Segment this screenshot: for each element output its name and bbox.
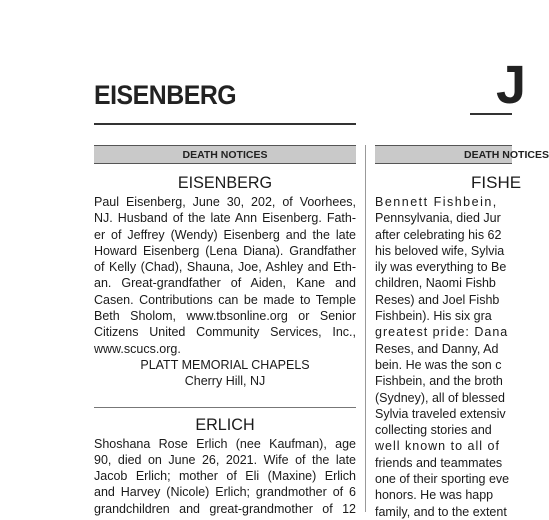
notice-line: Reses, and Danny, Ad	[375, 341, 499, 356]
notice-line: greatest pride: Dana	[375, 325, 509, 340]
notice-line: collecting stories and	[375, 423, 492, 438]
notice-line: ily was everything to Be	[375, 260, 507, 275]
notice-line: Jacob Erlich; mother of Eli (Maxine) Erlich	[94, 469, 356, 484]
notice-line: one of their sporting eve	[375, 472, 510, 487]
death-notices-bar-right: DEATH NOTICES	[375, 145, 512, 164]
heading-rule	[94, 123, 356, 125]
notice-line: of Kelly (Chad), Shauna, Joe, Ashley and Eth-	[94, 260, 356, 275]
notice-line: well known to all of	[375, 439, 500, 454]
notice-line: Paul Eisenberg, June 30, 202, of Voorhees,	[94, 195, 356, 209]
notice-line: Beth Sholom, www.tbsonline.org or Senior	[94, 309, 356, 324]
notice-body-fishbein	[375, 194, 525, 520]
notice-line: Shoshana Rose Erlich (nee Kaufman), age	[94, 436, 356, 451]
notice-line: Casen. Contributions can be made to Temple	[94, 292, 356, 307]
funeral-home: PLATT MEMORIAL CHAPELS	[140, 357, 310, 372]
page-heading: EISENBERG	[94, 80, 237, 110]
notice-line: an. Great-grandfather of Aiden, Kane and	[94, 276, 356, 291]
notice-line: and Harvey (Nicole) Erlich; grandmother of 6	[94, 485, 356, 500]
notice-line: NJ. Husband of the late Ann Eisenberg. Fath-	[94, 211, 356, 226]
left-column	[94, 172, 356, 517]
notice-line: Sylvia traveled extensiv	[375, 406, 506, 421]
notice-line: friends and teammates	[375, 455, 503, 470]
next-column-initial: J	[496, 55, 527, 115]
notice-name-eisenberg: EISENBERG	[177, 173, 273, 192]
notice-line: Howard Eisenberg (Lena Diana). Grandfather	[94, 243, 356, 258]
notice-line: 90, died on June 26, 2021. Wife of the late	[94, 452, 356, 467]
right-column	[375, 172, 525, 520]
notice-line: Pennsylvania, died Jur	[375, 211, 501, 226]
notice-line: Reses) and Joel Fishb	[375, 292, 500, 307]
column-divider	[365, 145, 366, 512]
notice-line: family, and to the extent	[375, 504, 507, 519]
notice-name-erlich: ERLICH	[195, 414, 255, 434]
notice-line: Fishbein). His six gra	[375, 309, 492, 324]
notice-line: er of Jeffrey (Wendy) Eisenberg and the late	[94, 227, 356, 242]
notice-line: children, Naomi Fishb	[375, 276, 496, 291]
notice-line: Citizens United Community Services, Inc.,	[94, 325, 356, 340]
notice-name-fishbein: FISHE	[471, 173, 522, 192]
notice-line: after celebrating his 62	[375, 227, 502, 242]
notice-line: www.scucs.org.	[94, 341, 181, 356]
funeral-home-location: Cherry Hill, NJ	[184, 374, 266, 389]
notice-line: Fishbein, and the broth	[375, 374, 503, 389]
notice-line: bein. He was the son c	[375, 357, 502, 372]
notice-line: honors. He was happ	[375, 488, 494, 503]
notice-line: (Sydney), all of blessed	[375, 390, 505, 405]
notice-separator	[94, 407, 356, 408]
notice-line: grandchildren and great-grandmother of 12	[94, 501, 356, 516]
heading-rule-right	[470, 113, 512, 115]
notice-line: his beloved wife, Sylvia	[375, 243, 505, 258]
notice-line: Bennett Fishbein,	[375, 195, 498, 209]
notice-body-eisenberg	[94, 194, 356, 357]
notice-body-erlich	[94, 436, 356, 517]
death-notices-bar-left: DEATH NOTICES	[94, 145, 356, 164]
